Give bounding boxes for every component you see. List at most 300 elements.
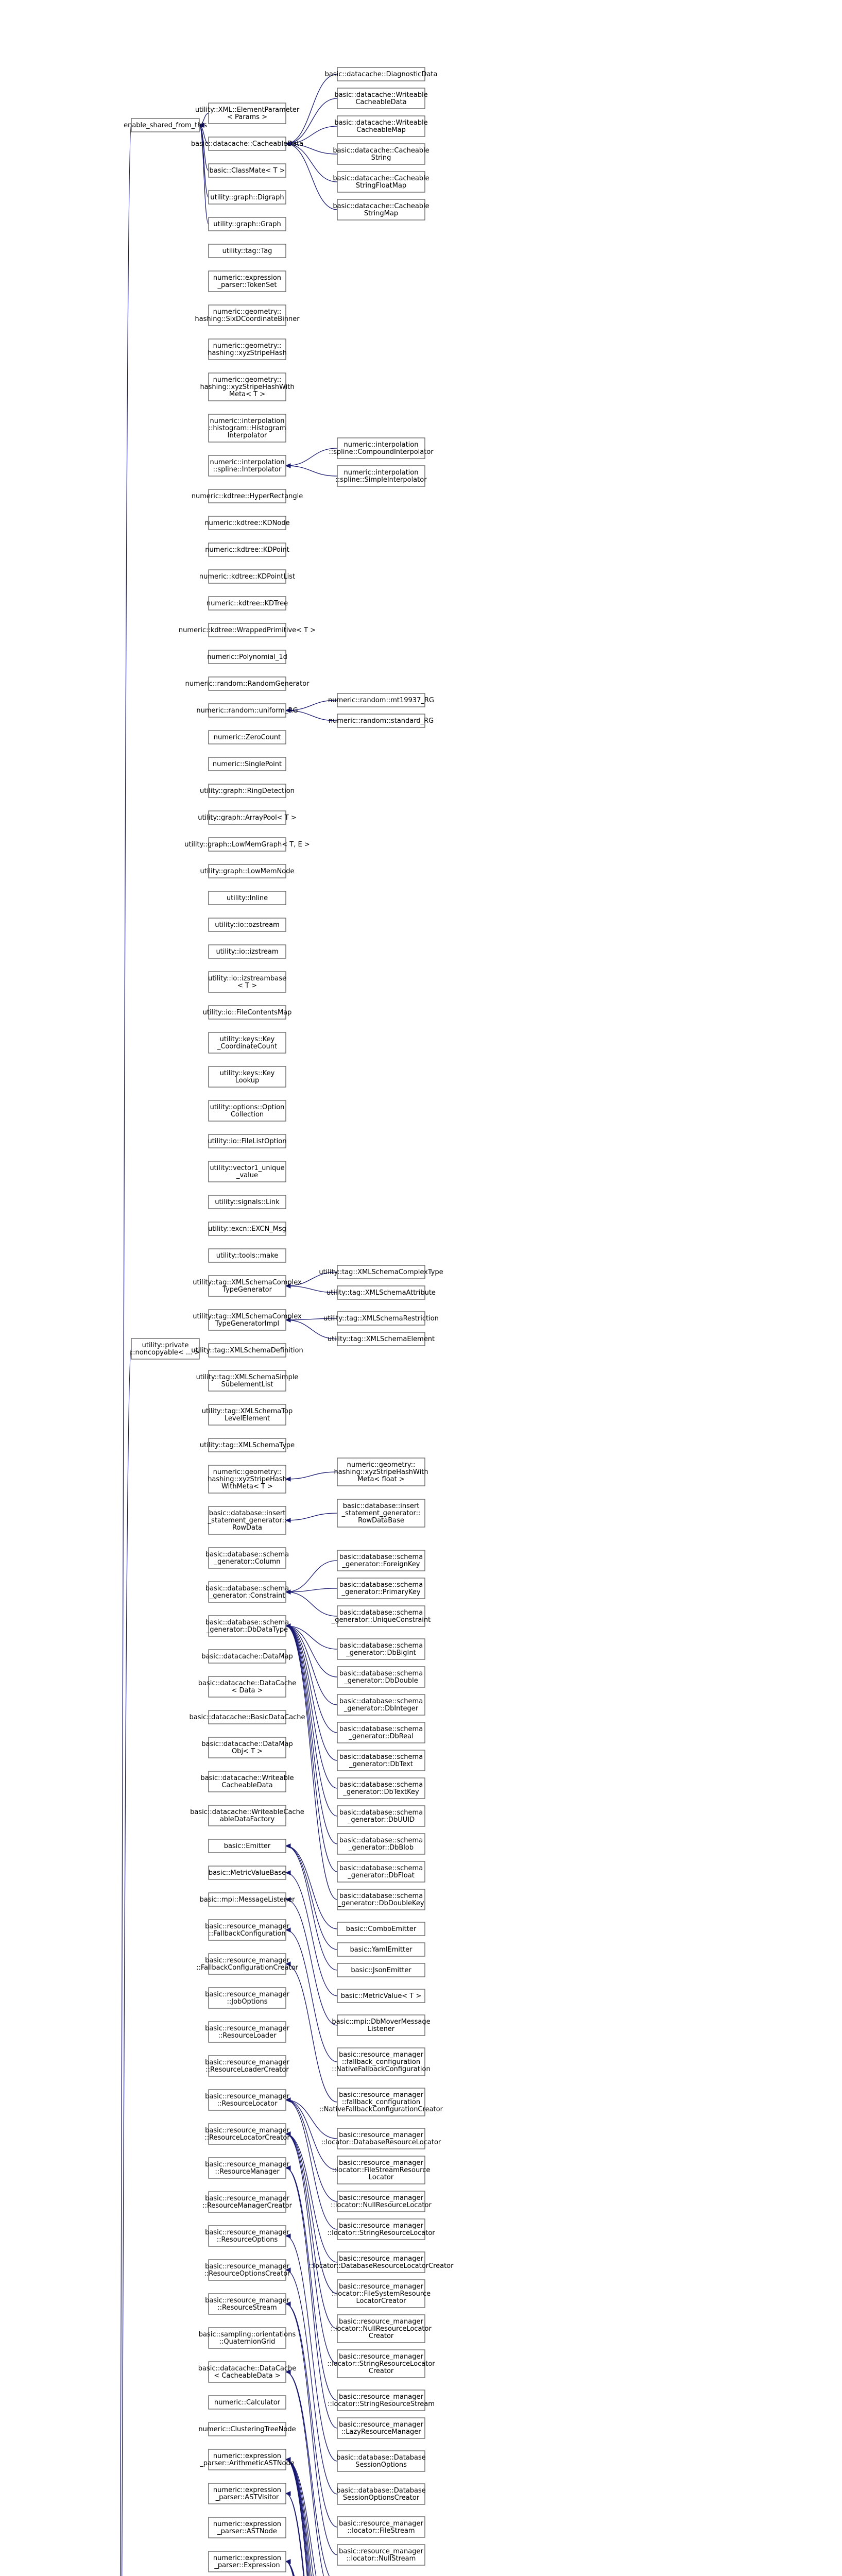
class-node-label: basic::datacache::Cacheable [333,175,429,182]
class-node-label: numeric::expression [213,2452,282,2460]
class-node-a54[interactable] [190,1710,305,1724]
edge-line [286,1626,337,1900]
class-node-label: CacheableMap [356,126,406,134]
class-node-label: ::locator::FileStream [347,2527,415,2535]
class-node-label: numeric::expression [213,274,282,282]
class-node-a2[interactable] [191,137,303,150]
class-node-a4[interactable] [209,191,286,204]
class-node-label: ::locator::NullStream [346,2555,416,2563]
class-node-label: numeric::geometry:: [213,376,282,384]
class-node-b43[interactable] [331,2315,432,2343]
class-node-label: ::histogram::Histogram [208,425,286,432]
class-node-label: utility::tag::XMLSchemaDefinition [191,1347,303,1354]
class-node-label: basic::resource_manager [205,1957,289,1964]
class-node-label: Meta< T > [229,391,266,398]
class-node-label: utility::Inline [226,894,268,902]
class-node-a37[interactable] [209,1161,286,1182]
class-node-label: utility::options::Option [210,1104,285,1111]
class-node-b50[interactable] [337,2545,425,2565]
class-node-label: ::spline::SimpleInterpolator [335,476,427,484]
class-node-label: utility::tag::XMLSchemaComplex [193,1279,302,1286]
class-node-a49[interactable] [205,1548,289,1568]
class-node-label: ::spline::CompoundInterpolator [329,448,434,456]
class-node-b14[interactable] [328,1332,435,1346]
class-node-a9[interactable] [208,339,287,360]
class-node-a60[interactable] [199,1893,295,1906]
class-node-a19[interactable] [207,650,287,664]
class-node-a1[interactable] [195,103,300,124]
edge-line [199,125,209,197]
class-node-ip[interactable] [131,1338,200,1359]
class-node-label: numeric::expression [213,2486,282,2494]
class-node-label: ::ResourceManagerCreator [202,2202,292,2210]
class-node-label: _parser::ArithmeticASTNode [200,2460,295,2467]
class-node-a20[interactable] [185,677,310,690]
class-node-label: basic::MetricValue< T > [340,1992,422,2000]
inheritance-edge-esp-to-bi [113,125,131,2576]
class-node-b31[interactable] [337,1943,425,1956]
edge-line [286,1846,337,1970]
class-node-label: utility::io::izstreambase [208,975,287,982]
class-node-a10[interactable] [200,373,294,401]
class-node-label: Collection [230,1111,264,1118]
class-node-label: utility::graph::LowMemNode [200,868,295,875]
class-node-b2[interactable] [334,88,427,109]
class-node-b8[interactable] [335,466,427,486]
class-node-a57[interactable] [190,1805,304,1826]
class-node-b39[interactable] [331,2191,432,2212]
class-node-label: LevelElement [224,1415,270,1422]
class-node-label: ::locator::StringResourceStream [328,2400,435,2408]
class-node-a43[interactable] [191,1344,303,1357]
class-node-a15[interactable] [205,543,289,556]
class-node-label: basic::datacache::WriteableCache [190,1808,304,1816]
class-node-label: ::locator::StringResourceLocator [327,2360,435,2368]
class-node-label: numeric::geometry:: [213,1468,282,1476]
class-node-label: numeric::geometry:: [347,1461,416,1469]
class-node-label: _generator::DbBigInt [346,1649,416,1657]
class-node-label: _generator::ForeignKey [342,1561,420,1568]
class-node-label: basic::resource_manager [205,2093,289,2100]
class-node-label: basic::database::schema [339,1609,423,1617]
class-node-b45[interactable] [328,2390,435,2411]
class-node-a75[interactable] [209,2396,286,2409]
inheritance-edge-b57-to-a77 [286,2458,337,2576]
class-node-a64[interactable] [205,2022,289,2042]
class-node-label: _generator::DbFloat [348,1872,415,1879]
edge-line [286,1472,337,1479]
class-node-label: ::noncopyable< ... > [130,1349,200,1357]
class-node-a61[interactable] [205,1920,289,1940]
class-node-a29[interactable] [209,918,286,931]
class-node-a58[interactable] [209,1839,286,1853]
inheritance-edge-b44-to-a67 [286,2132,337,2364]
class-node-b46[interactable] [337,2418,425,2438]
class-node-b6[interactable] [333,199,429,220]
class-node-label: utility::excn::EXCN_Msg [208,1225,286,1233]
class-node-b30[interactable] [337,1922,425,1936]
class-node-label: utility::graph::LowMemGraph< T, E > [184,841,310,849]
class-node-a76[interactable] [198,2422,296,2436]
class-node-label: SubelementList [221,1381,273,1388]
edge-line [286,466,337,476]
edge-line [286,1588,337,1592]
class-node-a53[interactable] [198,1676,297,1697]
class-node-a65[interactable] [205,2056,289,2076]
class-node-b38[interactable] [332,2156,431,2184]
inheritance-edges [28,74,600,2576]
class-node-a7[interactable] [209,271,286,292]
class-node-label: ::QuaternionGrid [219,2338,276,2346]
class-node-label: _generator::DbDoubleKey [338,1900,424,1907]
class-node-a6[interactable] [209,244,286,258]
class-node-esp[interactable] [124,118,207,132]
class-node-a68[interactable] [205,2158,289,2178]
class-node-a50[interactable] [205,1582,289,1602]
class-node-label: _generator::DbText [349,1760,413,1768]
class-node-label: basic::YamlEmitter [350,1946,413,1954]
class-node-b28[interactable] [337,1861,425,1882]
class-node-a25[interactable] [198,811,297,824]
class-node-a66[interactable] [205,2090,289,2110]
class-node-label: basic::Emitter [224,1842,271,1850]
class-node-label: basic::mpi::DbMoverMessage [332,2018,431,2026]
class-node-label: _CoordinateCount [217,1043,278,1050]
class-node-a72[interactable] [205,2294,289,2314]
inheritance-edge-b36-to-a62 [286,1962,337,2102]
class-node-a12[interactable] [209,455,286,476]
class-node-b34[interactable] [332,2015,430,2036]
class-node-b4[interactable] [333,144,429,164]
class-node-a79[interactable] [209,2517,286,2538]
class-node-label: utility::signals::Link [215,1198,280,1206]
class-node-b19[interactable] [331,1606,431,1626]
inheritance-edge-b8-to-a12 [286,464,337,476]
class-node-b15[interactable] [334,1458,428,1486]
class-node-b16[interactable] [337,1499,425,1527]
inheritance-edge-a5-to-esp [199,123,209,224]
class-node-b35[interactable] [332,2048,430,2076]
class-node-label: utility::tools::make [216,1252,279,1260]
edge-line [286,1900,337,2025]
class-node-label: utility::tag::XMLSchemaTop [201,1408,293,1415]
inheritance-edge-b53-to-a77 [286,2458,337,2576]
inheritance-edge-b40-to-a66 [286,2098,337,2229]
class-node-label: ::locator::NullResourceLocator [331,2325,432,2333]
class-node-b26[interactable] [337,1806,425,1826]
class-node-label: basic::database::schema [339,1698,423,1705]
class-node-label: Creator [368,2367,394,2375]
inheritance-edge-b46-to-a68 [286,2166,337,2428]
class-node-a30[interactable] [209,945,286,958]
class-node-label: numeric::kdtree::HyperRectangle [191,493,303,500]
class-node-label: basic::resource_manager [205,1923,289,1930]
class-node-b27[interactable] [337,1834,425,1854]
class-node-label: basic::datacache::Writeable [200,1774,294,1782]
class-node-b49[interactable] [337,2517,425,2537]
class-node-label: hashing::xyzStripeHash [208,349,287,357]
class-node-a13[interactable] [192,489,303,503]
class-node-label: utility::io::izstream [216,948,279,956]
edge-line [286,1513,337,1520]
inheritance-edge-b34-to-a60 [286,1897,337,2025]
class-node-label: _parser::TokenSet [217,281,277,289]
class-node-b18[interactable] [337,1578,425,1599]
class-node-b21[interactable] [337,1667,425,1687]
class-node-b5[interactable] [333,172,429,192]
class-node-label: basic::resource_manager [339,2283,423,2291]
class-node-label: basic::mpi::MessageListener [199,1896,295,1904]
class-node-label: basic::datacache::Cacheable [333,202,429,210]
inheritance-edge-b59-to-a77 [286,2458,337,2576]
class-node-a16[interactable] [199,570,295,583]
class-node-a69[interactable] [202,2192,293,2212]
class-node-a70[interactable] [205,2226,289,2246]
class-node-a80[interactable] [209,2551,286,2572]
class-node-label: _generator::PrimaryKey [341,1588,421,1596]
class-node-b1[interactable] [325,67,438,81]
class-node-label: basic::datacache::Cacheable [333,147,429,155]
class-node-label: basic::resource_manager [205,2263,289,2270]
class-node-b17[interactable] [337,1550,425,1571]
class-node-a32[interactable] [203,1006,292,1019]
class-node-a35[interactable] [209,1100,286,1121]
class-node-a11[interactable] [209,414,286,442]
class-node-label: numeric::geometry:: [213,308,282,316]
class-node-label: StringFloatMap [355,182,407,190]
class-node-b37[interactable] [321,2128,441,2149]
class-node-label: numeric::kdtree::KDPointList [199,573,296,581]
class-node-b25[interactable] [337,1778,425,1799]
class-node-a21[interactable] [196,704,298,717]
class-node-label: utility::tag::XMLSchemaSimple [196,1374,299,1381]
class-node-label: SessionOptions [355,2461,407,2469]
class-node-a41[interactable] [193,1276,302,1296]
inheritance-edge-b35-to-a61 [286,1928,337,2062]
class-node-label: basic::database::schema [205,1551,289,1558]
class-node-label: basic::database::schema [339,1837,423,1844]
class-node-b44[interactable] [327,2350,435,2378]
class-node-label: basic::database::insert [209,1510,286,1517]
class-node-label: numeric::kdtree::WrappedPrimitive< T > [178,626,316,634]
class-node-b22[interactable] [337,1694,425,1715]
class-node-label: ::ResourceLoader [218,2032,277,2040]
class-node-label: basic::database::schema [339,1809,423,1817]
class-node-label: basic::resource_manager [339,2159,423,2167]
class-node-label: basic::resource_manager [205,2229,289,2236]
class-node-label: Lookup [235,1077,260,1084]
class-node-label: _generator::DbUUID [347,1816,415,1824]
class-node-label: basic::database::schema [339,1553,423,1561]
class-node-a26[interactable] [184,838,310,851]
class-node-a3[interactable] [209,164,286,177]
class-node-label: CacheableData [221,1782,273,1789]
class-node-label: basic::datacache::CacheableData [191,140,304,148]
class-node-label: basic::datacache::DiagnosticData [324,71,438,78]
class-node-label: numeric::interpolation [210,417,285,425]
class-node-label: utility::tag::XMLSchemaAttribute [327,1289,436,1297]
class-node-a48[interactable] [208,1506,287,1534]
class-node-label: Meta< float > [357,1476,405,1483]
class-node-a46[interactable] [200,1438,295,1452]
class-node-label: numeric::interpolation [210,459,285,466]
class-node-a45[interactable] [202,1404,293,1425]
class-node-b48[interactable] [336,2484,426,2504]
class-node-b36[interactable] [319,2088,443,2116]
class-node-label: basic::resource_manager [339,2222,423,2230]
class-node-b3[interactable] [334,116,427,137]
inheritance-edge-b28-to-a51 [286,1624,337,1872]
edge-arrowhead [286,464,290,468]
class-node-label: utility::keys::Key [219,1070,275,1077]
class-node-a38[interactable] [209,1195,286,1209]
class-node-label: utility::tag::XMLSchemaType [199,1442,295,1449]
class-node-b10[interactable] [329,714,434,727]
class-node-b32[interactable] [337,1963,425,1977]
class-node-a5[interactable] [209,217,286,231]
class-node-label: utility::tag::XMLSchemaRestriction [323,1315,439,1323]
class-node-label: _parser::ASTNode [217,2528,277,2535]
class-node-label: hashing::SixDCoordinateBinner [195,315,300,323]
class-node-label: ::JobOptions [227,1998,268,2006]
class-node-label: _generator::Constraint [209,1592,285,1600]
class-node-a44[interactable] [196,1370,299,1391]
class-node-label: ::FallbackConfiguration [209,1930,286,1938]
class-node-a77[interactable] [199,2449,294,2470]
class-node-label: basic::datacache::DataMap [201,1740,293,1748]
class-node-label: utility::tag::Tag [222,247,272,255]
class-node-b23[interactable] [337,1722,425,1743]
class-node-label: ::fallback_configuration [341,2098,421,2106]
class-node-label: basic::resource_manager [205,2195,289,2202]
class-node-a36[interactable] [208,1134,287,1148]
class-node-b29[interactable] [337,1889,425,1910]
class-node-label: ::FallbackConfigurationCreator [196,1964,298,1972]
class-node-label: RowDataBase [358,1517,404,1524]
class-node-label: enable_shared_from_this [124,122,207,129]
class-node-b24[interactable] [337,1750,425,1771]
edge-line [286,1626,337,1872]
class-node-a56[interactable] [200,1771,294,1792]
class-node-label: TypeGeneratorImpl [215,1320,280,1328]
class-node-label: Interpolator [227,432,267,439]
class-node-label: utility::tag::XMLSchemaComplex [193,1313,302,1320]
class-node-a67[interactable] [204,2124,290,2144]
class-node-a63[interactable] [205,1988,289,2008]
class-node-label: TypeGenerator [222,1286,272,1294]
class-node-label: basic::resource_manager [339,2353,423,2361]
class-node-b40[interactable] [327,2219,435,2240]
class-node-label: ::ResourceManager [215,2168,280,2176]
class-node-a8[interactable] [195,305,300,326]
class-node-label: SessionOptionsCreator [342,2494,420,2502]
class-node-a51[interactable] [205,1616,289,1636]
class-node-label: numeric::ZeroCount [213,734,281,741]
class-node-a31[interactable] [208,972,286,992]
class-node-a59[interactable] [209,1866,286,1879]
class-node-label: basic::resource_manager [339,2255,423,2263]
class-node-label: basic::resource_manager [205,2127,289,2134]
class-node-a42[interactable] [193,1310,302,1330]
class-node-b20[interactable] [337,1639,425,1659]
edge-line [286,1626,337,1760]
class-node-label: basic::resource_manager [339,2131,423,2139]
class-node-label: _parser::Expression [214,2562,280,2569]
class-node-b13[interactable] [323,1312,439,1325]
class-node-a14[interactable] [204,516,289,530]
class-node-label: numeric::kdtree::KDNode [204,519,290,527]
class-node-a24[interactable] [200,784,295,798]
class-node-label: basic::JsonEmitter [351,1967,411,1974]
class-node-a22[interactable] [209,731,286,744]
class-node-b41[interactable] [309,2252,454,2273]
inheritance-edge-b15-to-a47 [286,1472,337,1481]
class-node-a55[interactable] [201,1737,293,1758]
class-node-label: basic::database::schema [339,1865,423,1872]
class-node-a28[interactable] [209,891,286,905]
class-node-label: basic::sampling::orientations [198,2331,296,2338]
class-node-label: ::ResourceLoaderCreator [205,2066,289,2074]
class-node-label: numeric::expression [213,2520,282,2528]
class-node-b33[interactable] [337,1989,425,2003]
class-node-label: hashing::xyzStripeHashWith [334,1468,428,1476]
class-node-label: basic::database::schema [339,1753,423,1761]
class-node-a39[interactable] [208,1222,286,1235]
inheritance-edge-b16-to-a48 [286,1513,337,1522]
class-node-b7[interactable] [329,438,434,459]
class-node-label: numeric::geometry:: [213,342,282,350]
class-node-a23[interactable] [209,757,286,771]
class-node-a47[interactable] [208,1465,287,1493]
class-node-a18[interactable] [179,623,316,637]
class-node-label: basic::resource_manager [339,2091,423,2099]
class-node-label: basic::resource_manager [339,2318,423,2326]
class-node-label: basic::resource_manager [205,1991,289,1998]
class-node-b12[interactable] [327,1286,436,1299]
class-node-a78[interactable] [209,2483,286,2504]
class-node-label: WithMeta< T > [221,1483,273,1490]
class-node-a33[interactable] [209,1032,286,1053]
class-node-label: basic::resource_manager [339,2421,423,2429]
class-node-b42[interactable] [332,2280,431,2308]
class-node-label: numeric::Calculator [214,2399,281,2406]
class-node-label: ableDataFactory [219,1816,275,1823]
class-node-a52[interactable] [201,1650,293,1663]
class-node-a71[interactable] [204,2260,290,2280]
inheritance-edge-b6-to-a2 [286,142,337,210]
class-node-a27[interactable] [200,865,295,878]
class-node-a17[interactable] [207,597,288,610]
class-node-label: utility::io::FileContentsMap [202,1009,292,1016]
class-node-a74[interactable] [198,2362,297,2382]
class-node-label: basic::resource_manager [205,2025,289,2032]
class-node-label: basic::database::Database [336,2454,426,2462]
class-node-b11[interactable] [319,1265,443,1279]
class-node-b9[interactable] [328,693,434,707]
class-node-a34[interactable] [209,1066,286,1087]
class-node-a62[interactable] [196,1954,298,1974]
class-node-a40[interactable] [209,1249,286,1262]
edge-line [286,2134,337,2364]
class-node-b47[interactable] [336,2451,426,2471]
edge-line [286,1930,337,2062]
class-node-a73[interactable] [199,2328,296,2348]
class-node-label: basic::database::schema [339,1781,423,1789]
class-node-label: basic::resource_manager [339,2393,423,2401]
class-node-label: ::spline::Interpolator [213,466,282,473]
edge-line [286,1561,337,1592]
class-node-label: String [371,154,391,162]
